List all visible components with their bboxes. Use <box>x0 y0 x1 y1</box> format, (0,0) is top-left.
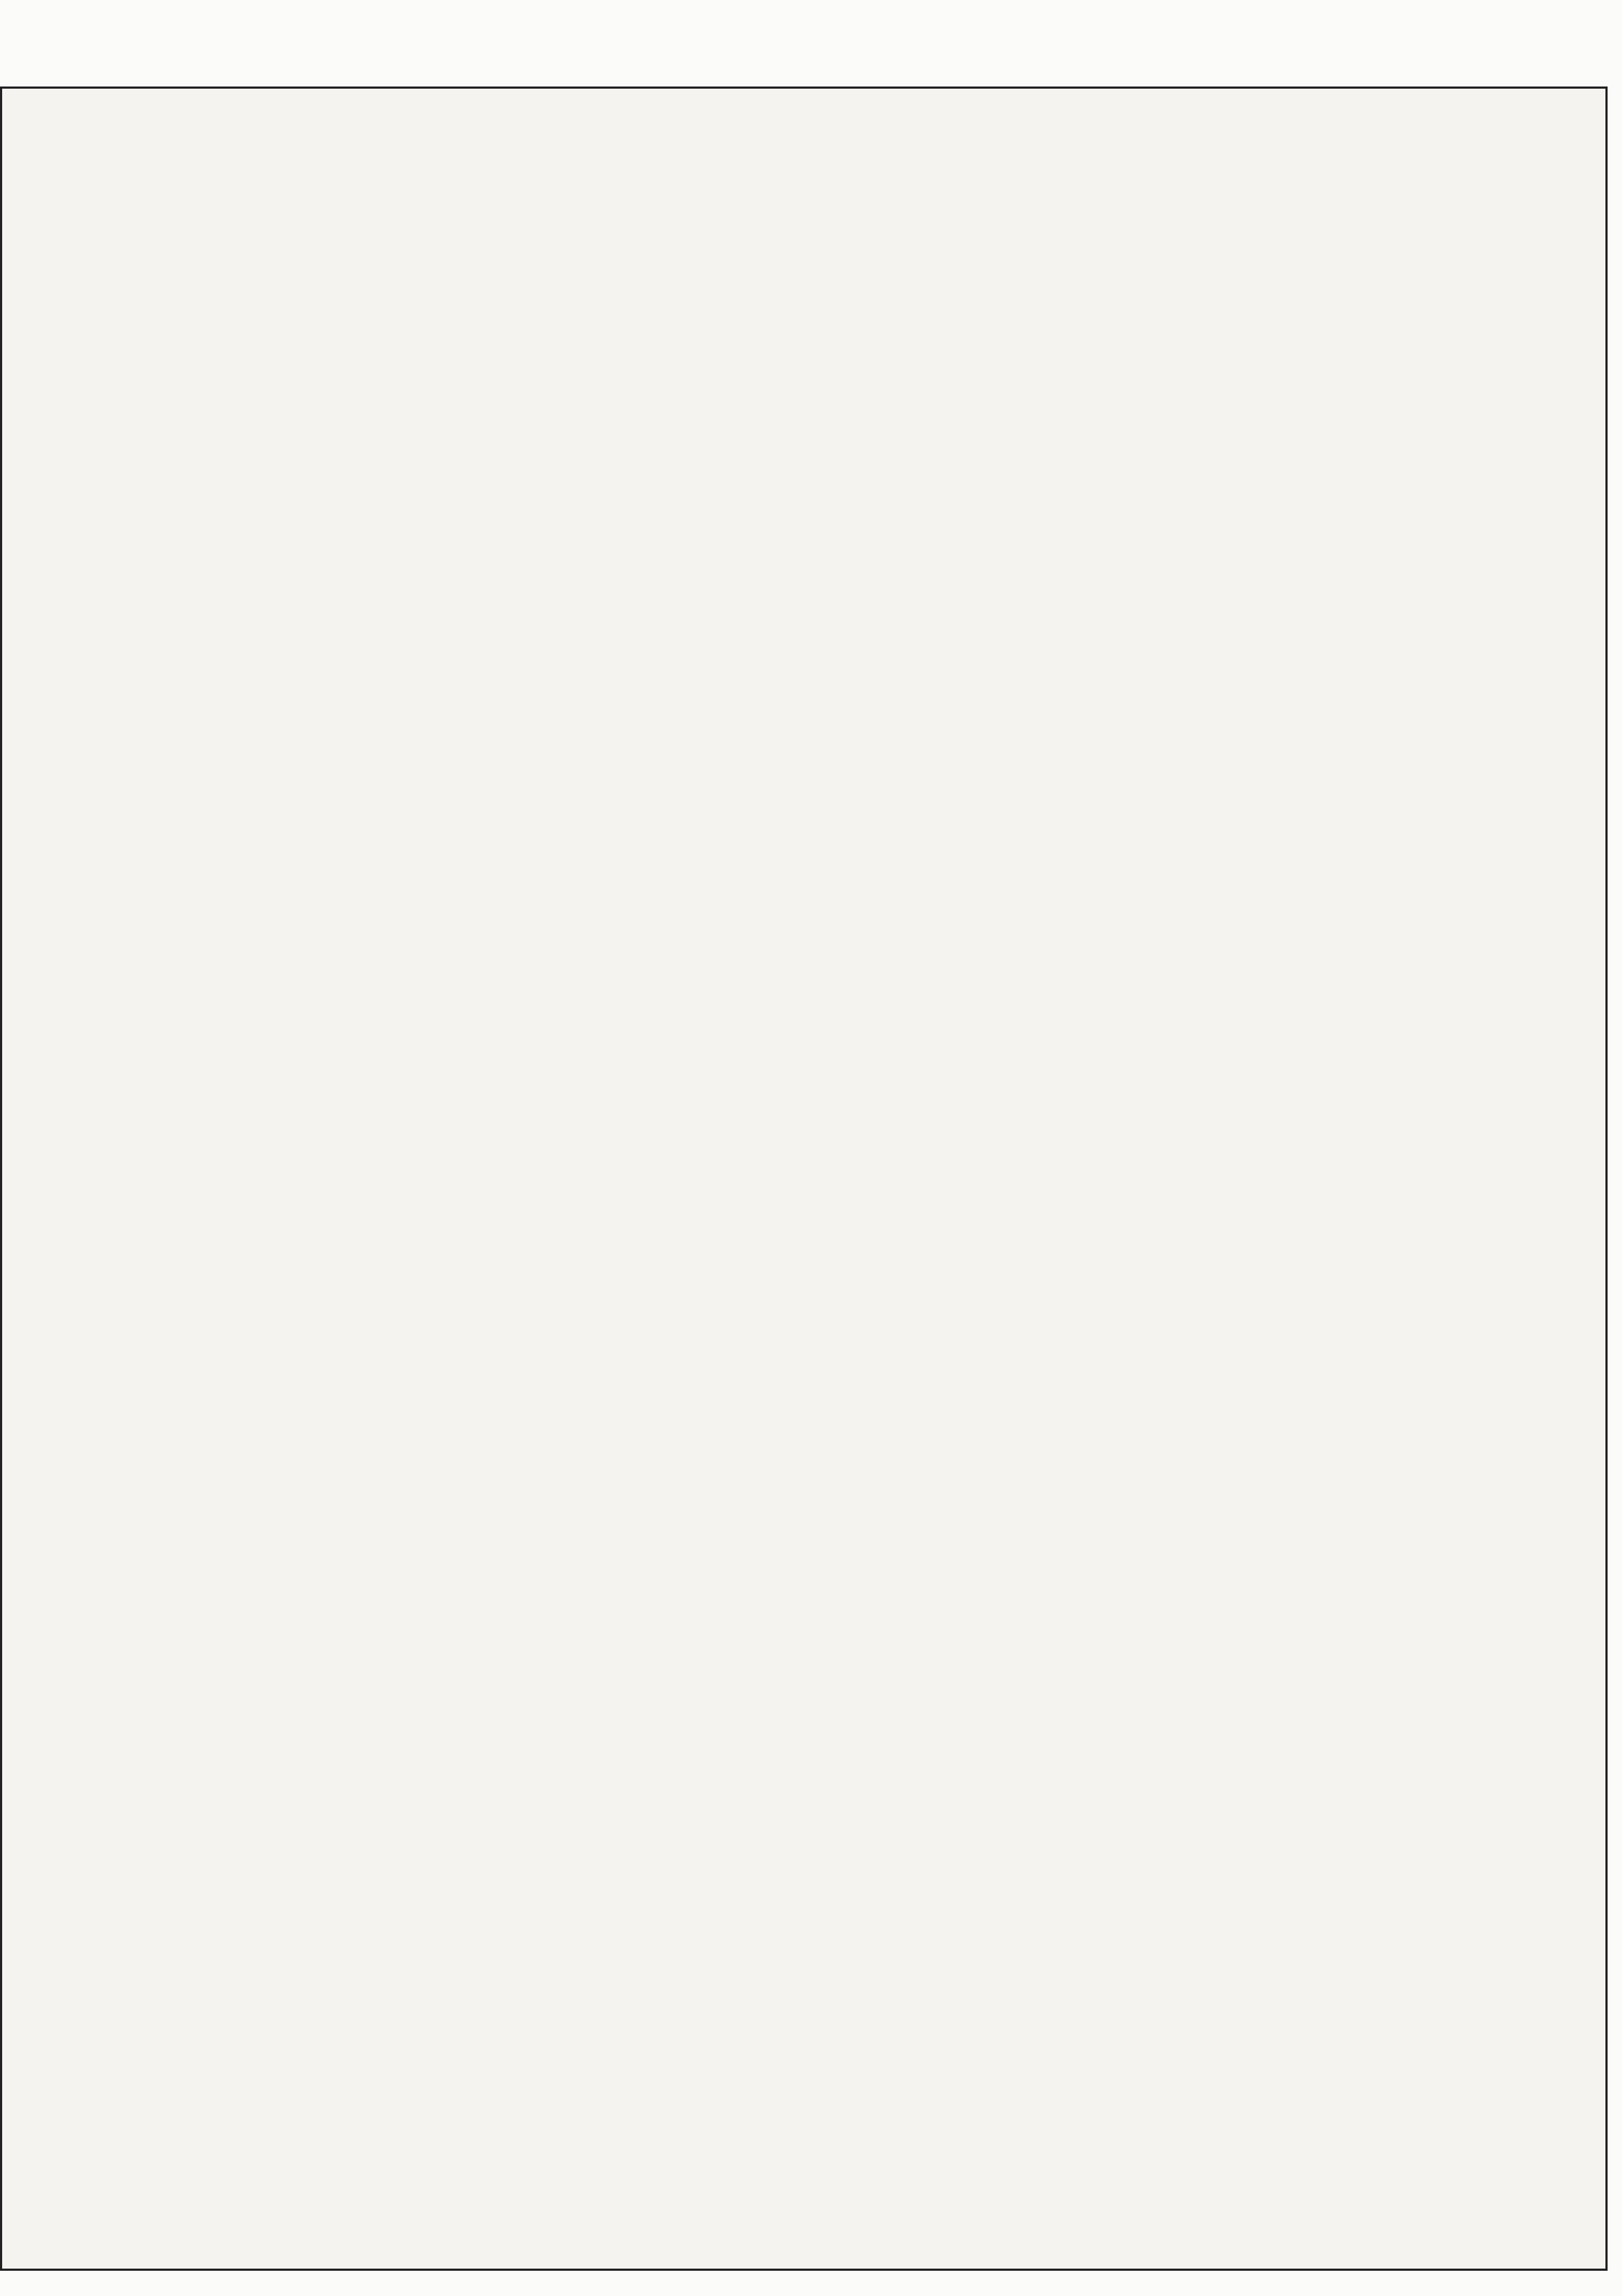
newspaper-clipping <box>0 87 1608 2271</box>
